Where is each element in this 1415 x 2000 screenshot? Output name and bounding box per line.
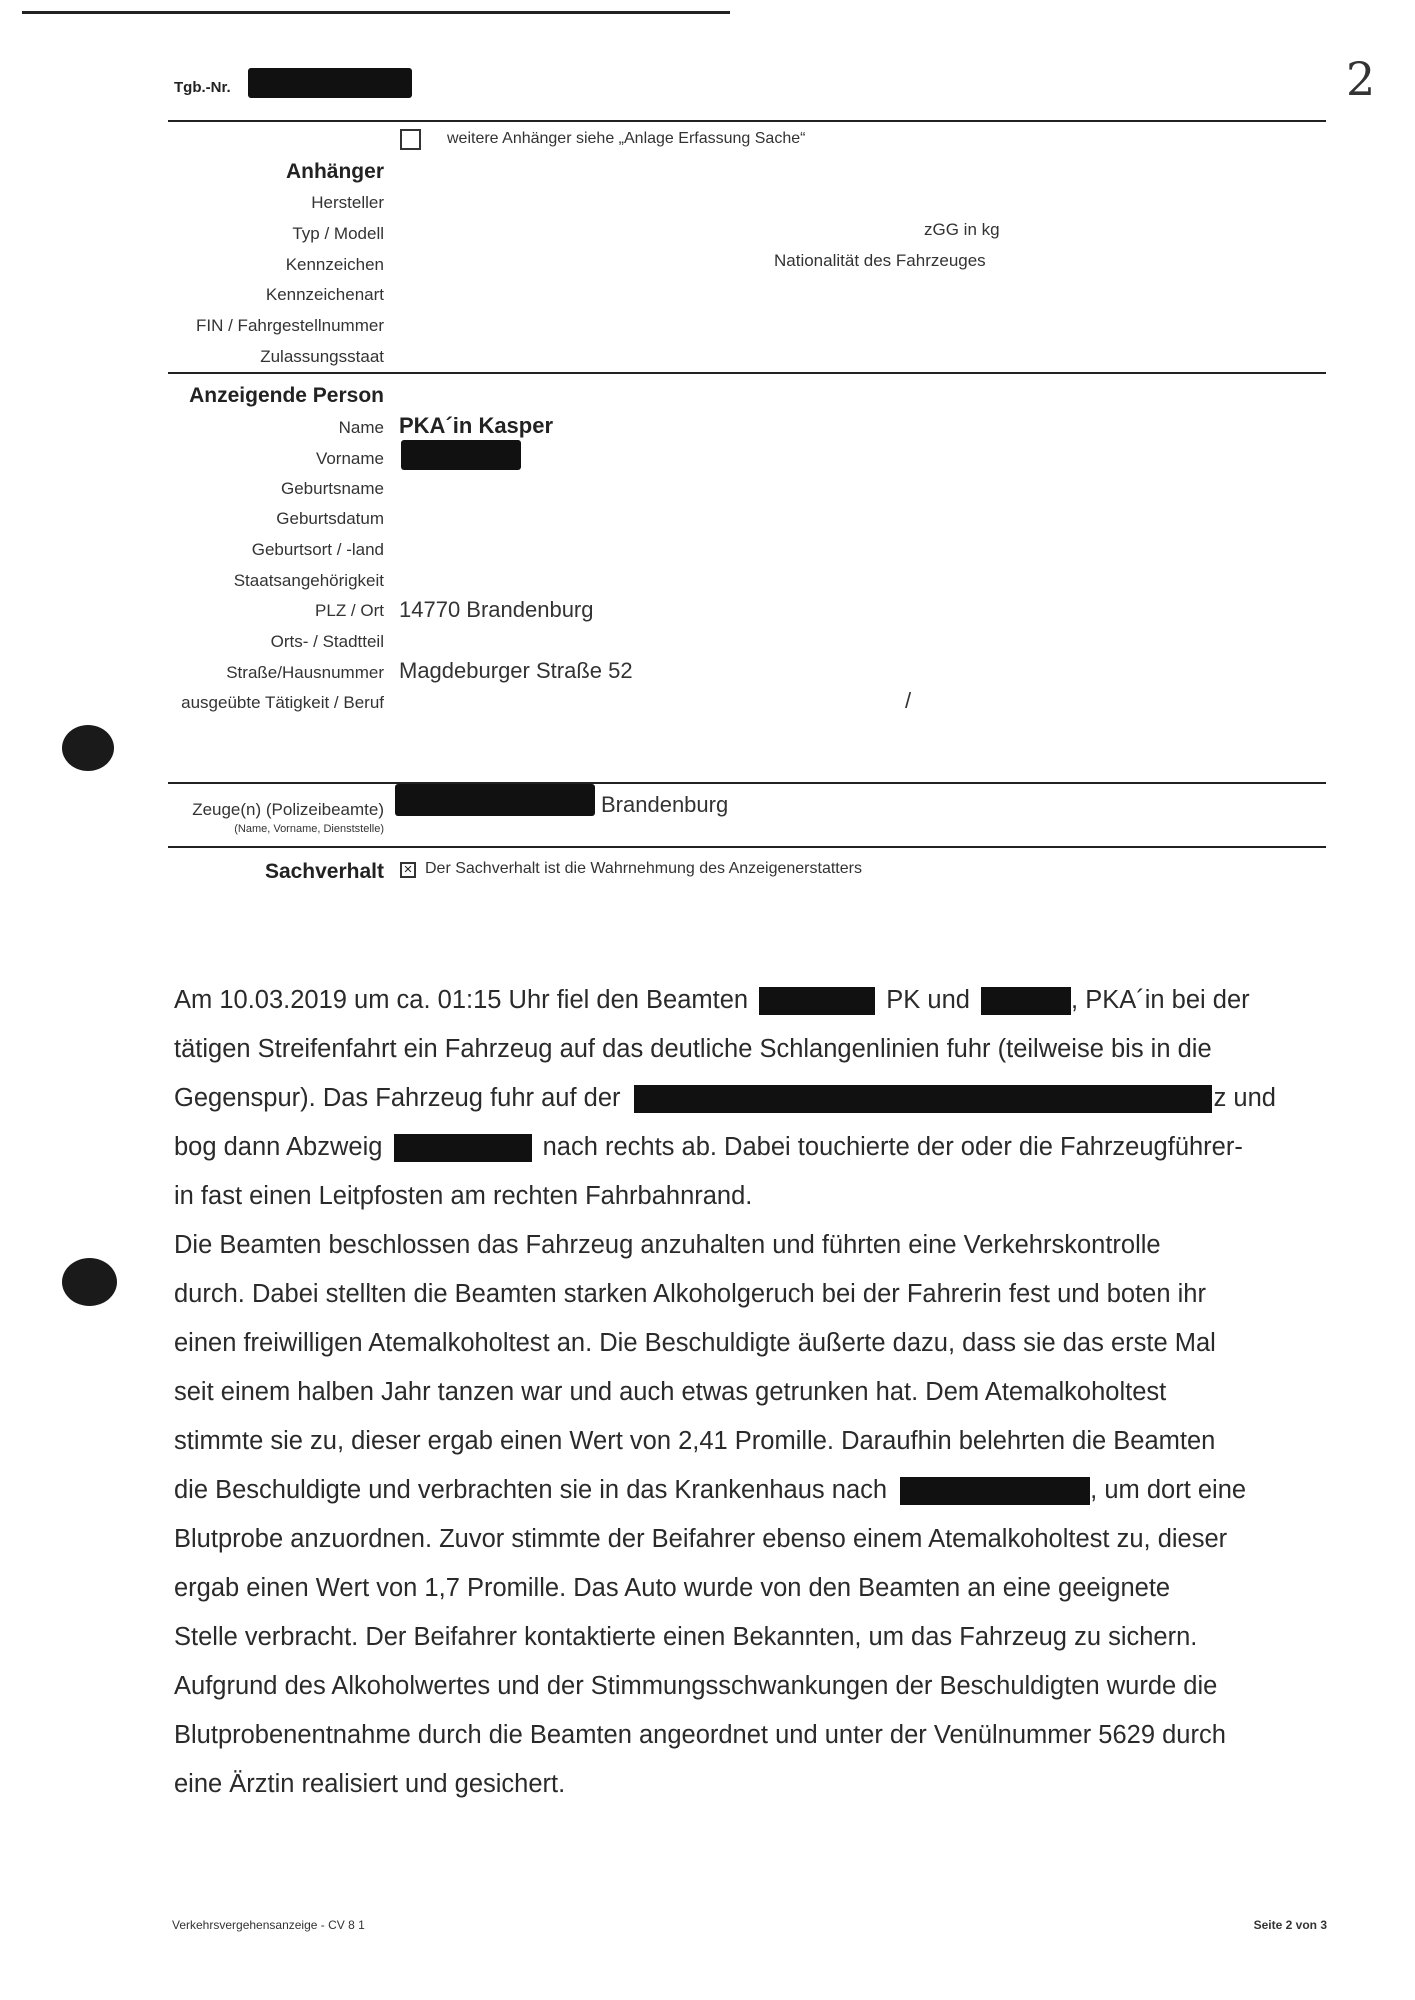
reporter-label-occupation: ausgeübte Tätigkeit / Beruf (181, 693, 384, 712)
reporter-zip-city-value: 14770 Brandenburg (399, 597, 594, 622)
narrative-line-13: ergab einen Wert von 1,7 Promille. Das Auto wurde von den Beamten an eine geeignete (174, 1574, 1171, 1602)
reporter-name-value: PKA´in Kasper (399, 413, 554, 438)
reporter-label-birthplace: Geburtsort / -land (251, 540, 384, 559)
reporter-label-birthname: Geburtsname (281, 479, 384, 498)
narrative-l1a: Am 10.03.2019 um ca. 01:15 Uhr fiel den Beamten (174, 986, 749, 1014)
narrative-line-14: Stelle verbracht. Der Beifahrer kontaktierte einen Bekannten, um das Fahrzeug zu sichern. (174, 1623, 1198, 1651)
reporter-label-name: Name (338, 418, 384, 437)
facts-checkbox-label: Der Sachverhalt ist die Wahrnehmung des Anzeigenerstatters (425, 860, 862, 877)
trailer-label-plate: Kennzeichen (285, 255, 384, 274)
trailer-label-manufacturer: Hersteller (311, 193, 384, 212)
narrative-line-7: durch. Dabei stellten die Beamten starken Alkoholgeruch bei der Fahrerin fest und boten ihr (174, 1280, 1206, 1308)
witness-label: Zeuge(n) (Polizeibeamte) (192, 800, 384, 819)
narrative-line-9: seit einem halben Jahr tanzen war und auch etwas getrunken hat. Dem Atemalkoholtest (174, 1378, 1167, 1406)
facts-checkbox[interactable]: × (400, 862, 416, 878)
trailer-label-nationality: Nationalität des Fahrzeuges (774, 251, 986, 270)
junction-redaction (394, 1134, 532, 1162)
narrative-line-8: einen freiwilligen Atemalkoholtest an. Die Beschuldigte äußerte dazu, dass sie das erste Mal (174, 1329, 1216, 1357)
rule-witness (168, 782, 1326, 784)
narrative-line-3 (174, 1074, 1334, 1123)
narrative-l1c: , PKA´in bei der (1071, 986, 1250, 1014)
trailer-label-country: Zulassungsstaat (260, 347, 384, 366)
trailer-label-plate-type: Kennzeichenart (265, 285, 384, 304)
hospital-redaction (900, 1477, 1090, 1505)
trailer-label-model: Typ / Modell (292, 224, 384, 243)
witness-sublabel: (Name, Vorname, Dienststelle) (234, 823, 384, 835)
officer-2-redaction (981, 987, 1071, 1015)
reporter-label-district: Orts- / Stadtteil (270, 632, 384, 651)
reporter-label-birthdate: Geburtsdatum (276, 509, 384, 528)
road-redaction (634, 1085, 1212, 1113)
facts-label: Sachverhalt (264, 860, 384, 883)
tgb-number-redaction (248, 68, 412, 98)
tgb-label: Tgb.-Nr. (174, 79, 231, 96)
rule-trailer (168, 120, 1326, 122)
footer-form-id: Verkehrsvergehensanzeige - CV 8 1 (172, 1918, 365, 1932)
officer-1-redaction (759, 987, 875, 1015)
narrative-line-16: Blutprobenentnahme durch die Beamten angeordnet und unter der Venülnummer 5629 durch (174, 1721, 1226, 1749)
rule-facts (168, 846, 1326, 848)
narrative-line-6: Die Beamten beschlossen das Fahrzeug anzuhalten und führten eine Verkehrskontrolle (174, 1231, 1161, 1259)
narrative-line-12: Blutprobe anzuordnen. Zuvor stimmte der Beifahrer ebenso einem Atemalkoholtest zu, dieser (174, 1525, 1228, 1553)
reporter-firstname-redaction (401, 440, 521, 470)
narrative-line-5: in fast einen Leitpfosten am rechten Fahrbahnrand. (174, 1182, 753, 1210)
footer-page-number: Seite 2 von 3 (1253, 1918, 1327, 1932)
narrative-line-15: Aufgrund des Alkoholwertes und der Stimmungsschwankungen der Beschuldigten wurde die (174, 1672, 1218, 1700)
witness-name-redaction (395, 784, 595, 816)
punch-hole-mark (62, 725, 114, 771)
witness-value: Brandenburg (601, 792, 729, 817)
more-trailers-checkbox[interactable] (400, 129, 421, 150)
page-mark: 2 (1346, 52, 1376, 106)
narrative-line-1 (174, 976, 1334, 1025)
narrative-l1b: PK und (886, 986, 970, 1014)
trailer-label-vin: FIN / Fahrgestellnummer (196, 316, 384, 335)
reporter-label-firstname: Vorname (315, 449, 384, 468)
narrative-l11b: , um dort eine (1090, 1476, 1247, 1504)
rule-reporter (168, 372, 1326, 374)
narrative-line-11 (174, 1466, 1334, 1515)
reporter-label-nationality: Staatsangehörigkeit (233, 571, 384, 590)
punch-hole-mark (62, 1258, 117, 1306)
narrative-l3a: Gegenspur). Das Fahrzeug fuhr auf der (174, 1084, 621, 1112)
top-rule (22, 11, 730, 14)
narrative-line-4 (174, 1123, 1334, 1172)
narrative-l11a: die Beschuldigte und verbrachten sie in das Krankenhaus nach (174, 1476, 888, 1504)
narrative-l4b: nach rechts ab. Dabei touchierte der oder die Fahrzeugführer- (542, 1133, 1243, 1161)
trailer-label-weight: zGG in kg (924, 220, 1000, 239)
reporter-street-value: Magdeburger Straße 52 (399, 658, 633, 683)
narrative-line-17: eine Ärztin realisiert und gesichert. (174, 1770, 566, 1798)
narrative-l3b: z und (1213, 1084, 1276, 1112)
reporter-label-zip-city: PLZ / Ort (315, 601, 384, 620)
narrative-line-2: tätigen Streifenfahrt ein Fahrzeug auf das deutliche Schlangenlinien fuhr (teilweise bis in die (174, 1035, 1212, 1063)
reporter-label-street: Straße/Hausnummer (226, 663, 384, 682)
reporter-section-title: Anzeigende Person (189, 384, 384, 407)
trailer-section-title: Anhänger (285, 160, 384, 183)
narrative-line-10: stimmte sie zu, dieser ergab einen Wert von 2,41 Promille. Daraufhin belehrten die Beamten (174, 1427, 1216, 1455)
reporter-occupation-value: / (905, 688, 912, 713)
more-trailers-label: weitere Anhänger siehe „Anlage Erfassung Sache“ (447, 130, 806, 147)
narrative-l4a: bog dann Abzweig (174, 1133, 383, 1161)
